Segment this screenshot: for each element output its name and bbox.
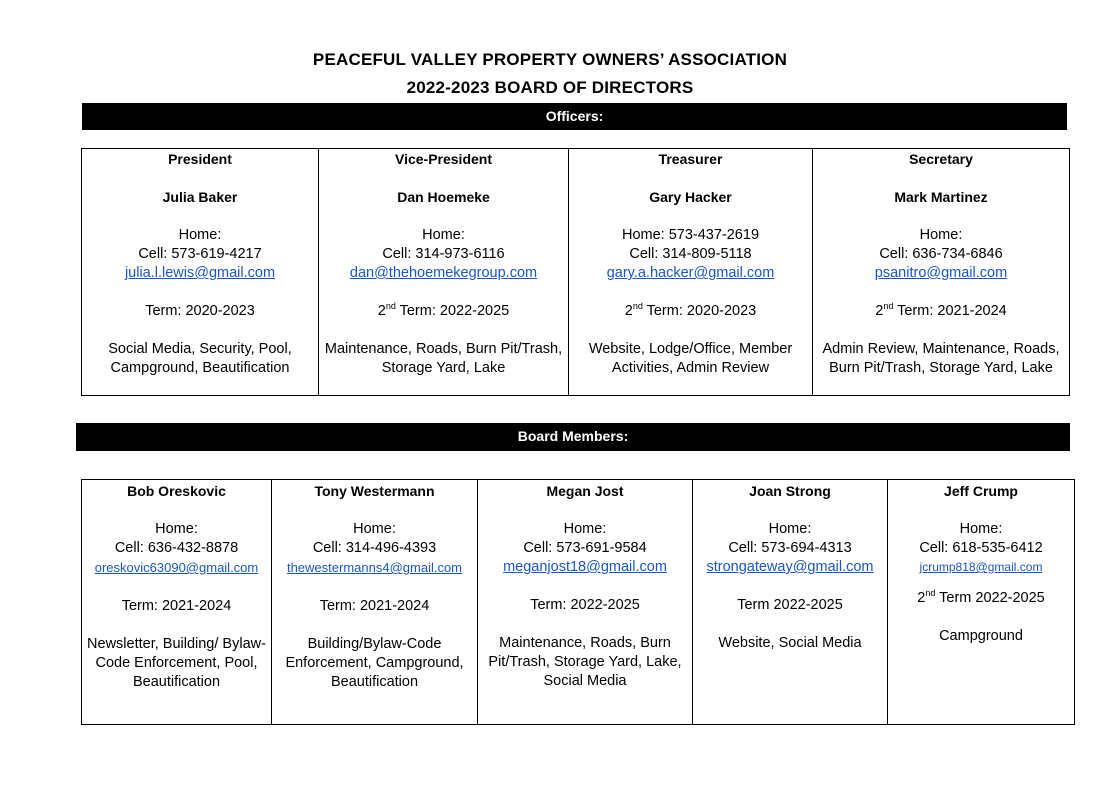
officers-section-bar: Officers: — [82, 103, 1067, 130]
term-text: Term: 2020-2023 — [145, 303, 255, 319]
member-email-link[interactable]: strongateway@gmail.com — [706, 559, 874, 575]
officers-table — [81, 148, 1070, 396]
officer-name: Dan Hoemeke — [397, 189, 490, 205]
member-home-phone: Home: — [353, 521, 396, 537]
member-email-link[interactable]: oreskovic63090@gmail.com — [94, 560, 259, 575]
officer-term — [322, 302, 565, 321]
member-name: Megan Jost — [546, 483, 624, 499]
document-subtitle: 2022-2023 BOARD OF DIRECTORS — [406, 78, 694, 97]
member-duties: Maintenance, Roads, Burn Pit/Trash, Storage Yard, Lake, Social Media — [488, 635, 682, 689]
officers-row — [82, 149, 1070, 396]
term-ordinal-suffix: nd — [883, 301, 894, 312]
term-ordinal-suffix: nd — [385, 301, 396, 312]
officer-email-link[interactable]: gary.a.hacker@gmail.com — [606, 265, 775, 281]
officer-cell-phone: Cell: 314-809-5118 — [629, 246, 752, 262]
member-name: Joan Strong — [749, 483, 831, 499]
officer-role: President — [168, 151, 232, 167]
officer-cell-phone: Cell: 314-973-6116 — [382, 246, 505, 262]
officer-name: Gary Hacker — [649, 189, 732, 205]
term-text: Term: 2021-2024 — [121, 598, 232, 614]
officer-term — [816, 302, 1066, 321]
officer-name: Mark Martinez — [894, 189, 988, 205]
member-cell-phone: Cell: 573-691-9584 — [523, 540, 647, 556]
member-cell — [693, 480, 888, 725]
member-term — [85, 597, 268, 616]
term-ordinal-suffix: nd — [925, 588, 936, 599]
officer-name: Julia Baker — [162, 189, 238, 205]
officer-duties: Website, Lodge/Office, Member Activities, Admin Review — [588, 341, 793, 376]
officer-term — [85, 302, 315, 321]
board-members-table — [81, 479, 1075, 725]
member-cell-phone: Cell: 573-694-4313 — [728, 540, 852, 556]
members-row — [82, 480, 1075, 725]
officer-duties: Admin Review, Maintenance, Roads, Burn Pit/Trash, Storage Yard, Lake — [822, 341, 1060, 376]
officer-duties: Maintenance, Roads, Burn Pit/Trash, Storage Yard, Lake — [324, 341, 563, 376]
member-term — [275, 597, 474, 616]
officer-home-phone: Home: — [422, 227, 465, 243]
officer-email-link[interactable]: dan@thehoemekegroup.com — [349, 265, 538, 281]
term-text: Term: 2021-2024 — [319, 598, 430, 614]
member-email-link[interactable]: thewestermanns4@gmail.com — [286, 560, 463, 575]
officer-role: Secretary — [909, 151, 973, 167]
term-ordinal: 2 — [624, 303, 633, 319]
term-text: Term: 2022-2025 — [395, 303, 510, 319]
term-text: Term 2022-2025 — [935, 590, 1045, 606]
officer-email-link[interactable]: julia.l.lewis@gmail.com — [124, 265, 276, 281]
member-name: Bob Oreskovic — [127, 483, 226, 499]
member-term — [481, 596, 689, 615]
term-text: Term: 2021-2024 — [893, 303, 1007, 319]
member-term — [891, 589, 1071, 608]
officer-role: Vice-President — [394, 151, 492, 167]
member-duties: Newsletter, Building/ Bylaw-Code Enforcement, Pool, Beautification — [87, 636, 266, 690]
member-cell-phone: Cell: 314-496-4393 — [312, 540, 437, 556]
member-name: Tony Westermann — [314, 483, 435, 499]
member-duties: Campground — [939, 628, 1023, 644]
officer-cell-vice-president — [319, 149, 569, 396]
member-home-phone: Home: — [959, 521, 1003, 537]
member-email-link[interactable]: meganjost18@gmail.com — [503, 559, 667, 575]
member-term — [696, 596, 884, 615]
member-name: Jeff Crump — [944, 483, 1018, 499]
member-home-phone: Home: — [563, 521, 607, 537]
document-title: PEACEFUL VALLEY PROPERTY OWNERS’ ASSOCIATION — [312, 50, 788, 69]
member-duties: Building/Bylaw-Code Enforcement, Campground, Beautification — [285, 636, 464, 690]
term-ordinal: 2 — [377, 303, 386, 319]
term-ordinal: 2 — [875, 303, 884, 319]
member-cell — [82, 480, 272, 725]
member-home-phone: Home: — [155, 521, 198, 537]
member-cell — [478, 480, 693, 725]
officer-duties: Social Media, Security, Pool, Campground, Beautification — [108, 341, 292, 376]
term-ordinal-suffix: nd — [632, 301, 643, 312]
officer-term — [572, 302, 809, 321]
term-text: Term 2022-2025 — [737, 597, 843, 613]
officer-home-phone: Home: — [178, 227, 222, 243]
member-cell-phone: Cell: 636-432-8878 — [114, 540, 239, 556]
member-cell — [272, 480, 478, 725]
member-home-phone: Home: — [768, 521, 812, 537]
officer-home-phone: Home: — [919, 227, 963, 243]
member-cell — [888, 480, 1075, 725]
officer-email-link[interactable]: psanitro@gmail.com — [874, 265, 1008, 281]
term-text: Term: 2022-2025 — [530, 597, 640, 613]
term-ordinal: 2 — [917, 590, 926, 606]
term-text: Term: 2020-2023 — [642, 303, 757, 319]
officer-cell-phone: Cell: 573-619-4217 — [138, 246, 262, 262]
member-duties: Website, Social Media — [718, 635, 862, 651]
member-cell-phone: Cell: 618-535-6412 — [919, 540, 1043, 556]
officer-cell-president — [82, 149, 319, 396]
officer-cell-treasurer — [569, 149, 813, 396]
officer-cell-secretary — [813, 149, 1070, 396]
officer-cell-phone: Cell: 636-734-6846 — [879, 246, 1003, 262]
board-members-section-bar: Board Members: — [76, 423, 1070, 451]
officer-role: Treasurer — [658, 151, 723, 167]
member-email-link[interactable]: jcrump818@gmail.com — [919, 560, 1043, 574]
officer-home-phone: Home: 573-437-2619 — [621, 227, 760, 243]
